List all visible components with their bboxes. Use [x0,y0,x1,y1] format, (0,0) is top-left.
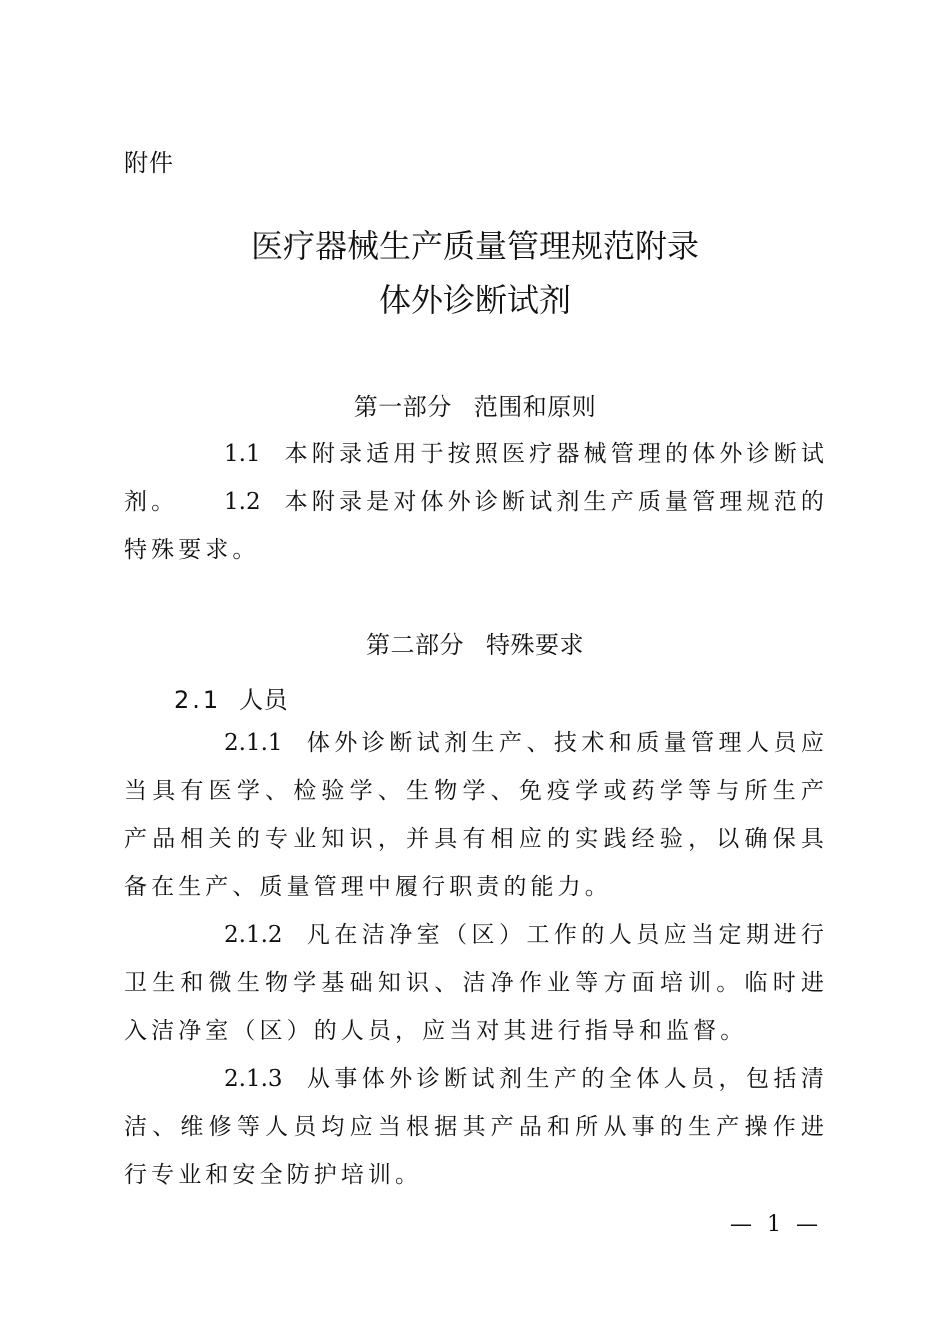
part2-heading-part: 第二部分 [366,631,464,659]
paragraph-2-1-3 [124,1055,828,1199]
subsection-number: 2.1 [174,686,222,714]
paragraph-number: 2.1.3 [224,1066,283,1092]
part1-heading-title: 范围和原则 [473,393,597,421]
part2-heading [0,625,950,660]
document-title: 医疗器械生产质量管理规范附录 [250,227,699,265]
page-number: — 1 — [730,1212,822,1237]
paragraph-text: 凡在洁净室（区）工作的人员应当定期进行卫生和微生物学基础知识、洁净作业等方面培训。临时进入洁净室（区）的人员，应当对其进行指导和监督。 [124,922,828,1044]
paragraph-2-1-1 [124,719,828,911]
paragraph-text: 本附录是对体外诊断试剂生产质量管理规范的特殊要求。 [124,489,828,563]
paragraph-text: 本附录适用于按照医疗器械管理的体外诊断试剂。 [124,441,828,515]
paragraph-text: 体外诊断试剂生产、技术和质量管理人员应当具有医学、检验学、生物学、免疫学或药学等与所生产产品相关的专业知识，并具有相应的实践经验，以确保具备在生产、质量管理中履行职责的能力。 [124,730,828,900]
paragraph-number: 1.1 [224,441,261,467]
document-subtitle: 体外诊断试剂 [378,281,571,319]
paragraph-number: 2.1.1 [224,730,283,756]
paragraph-2-1-2 [124,911,828,1055]
part1-heading [0,387,950,422]
paragraph-number: 1.2 [224,489,261,515]
subsection-heading [174,680,288,715]
attachment-label: 附件 [124,149,174,177]
paragraph-number: 2.1.2 [224,922,283,948]
paragraph-text: 从事体外诊断试剂生产的全体人员，包括清洁、维修等人员均应当根据其产品和所从事的生产操作进行专业和安全防护培训。 [124,1066,828,1188]
subsection-title: 人员 [239,686,289,714]
paragraph-1-2 [124,478,828,574]
part2-heading-title: 特殊要求 [486,631,584,659]
part1-heading-part: 第一部分 [353,393,452,421]
